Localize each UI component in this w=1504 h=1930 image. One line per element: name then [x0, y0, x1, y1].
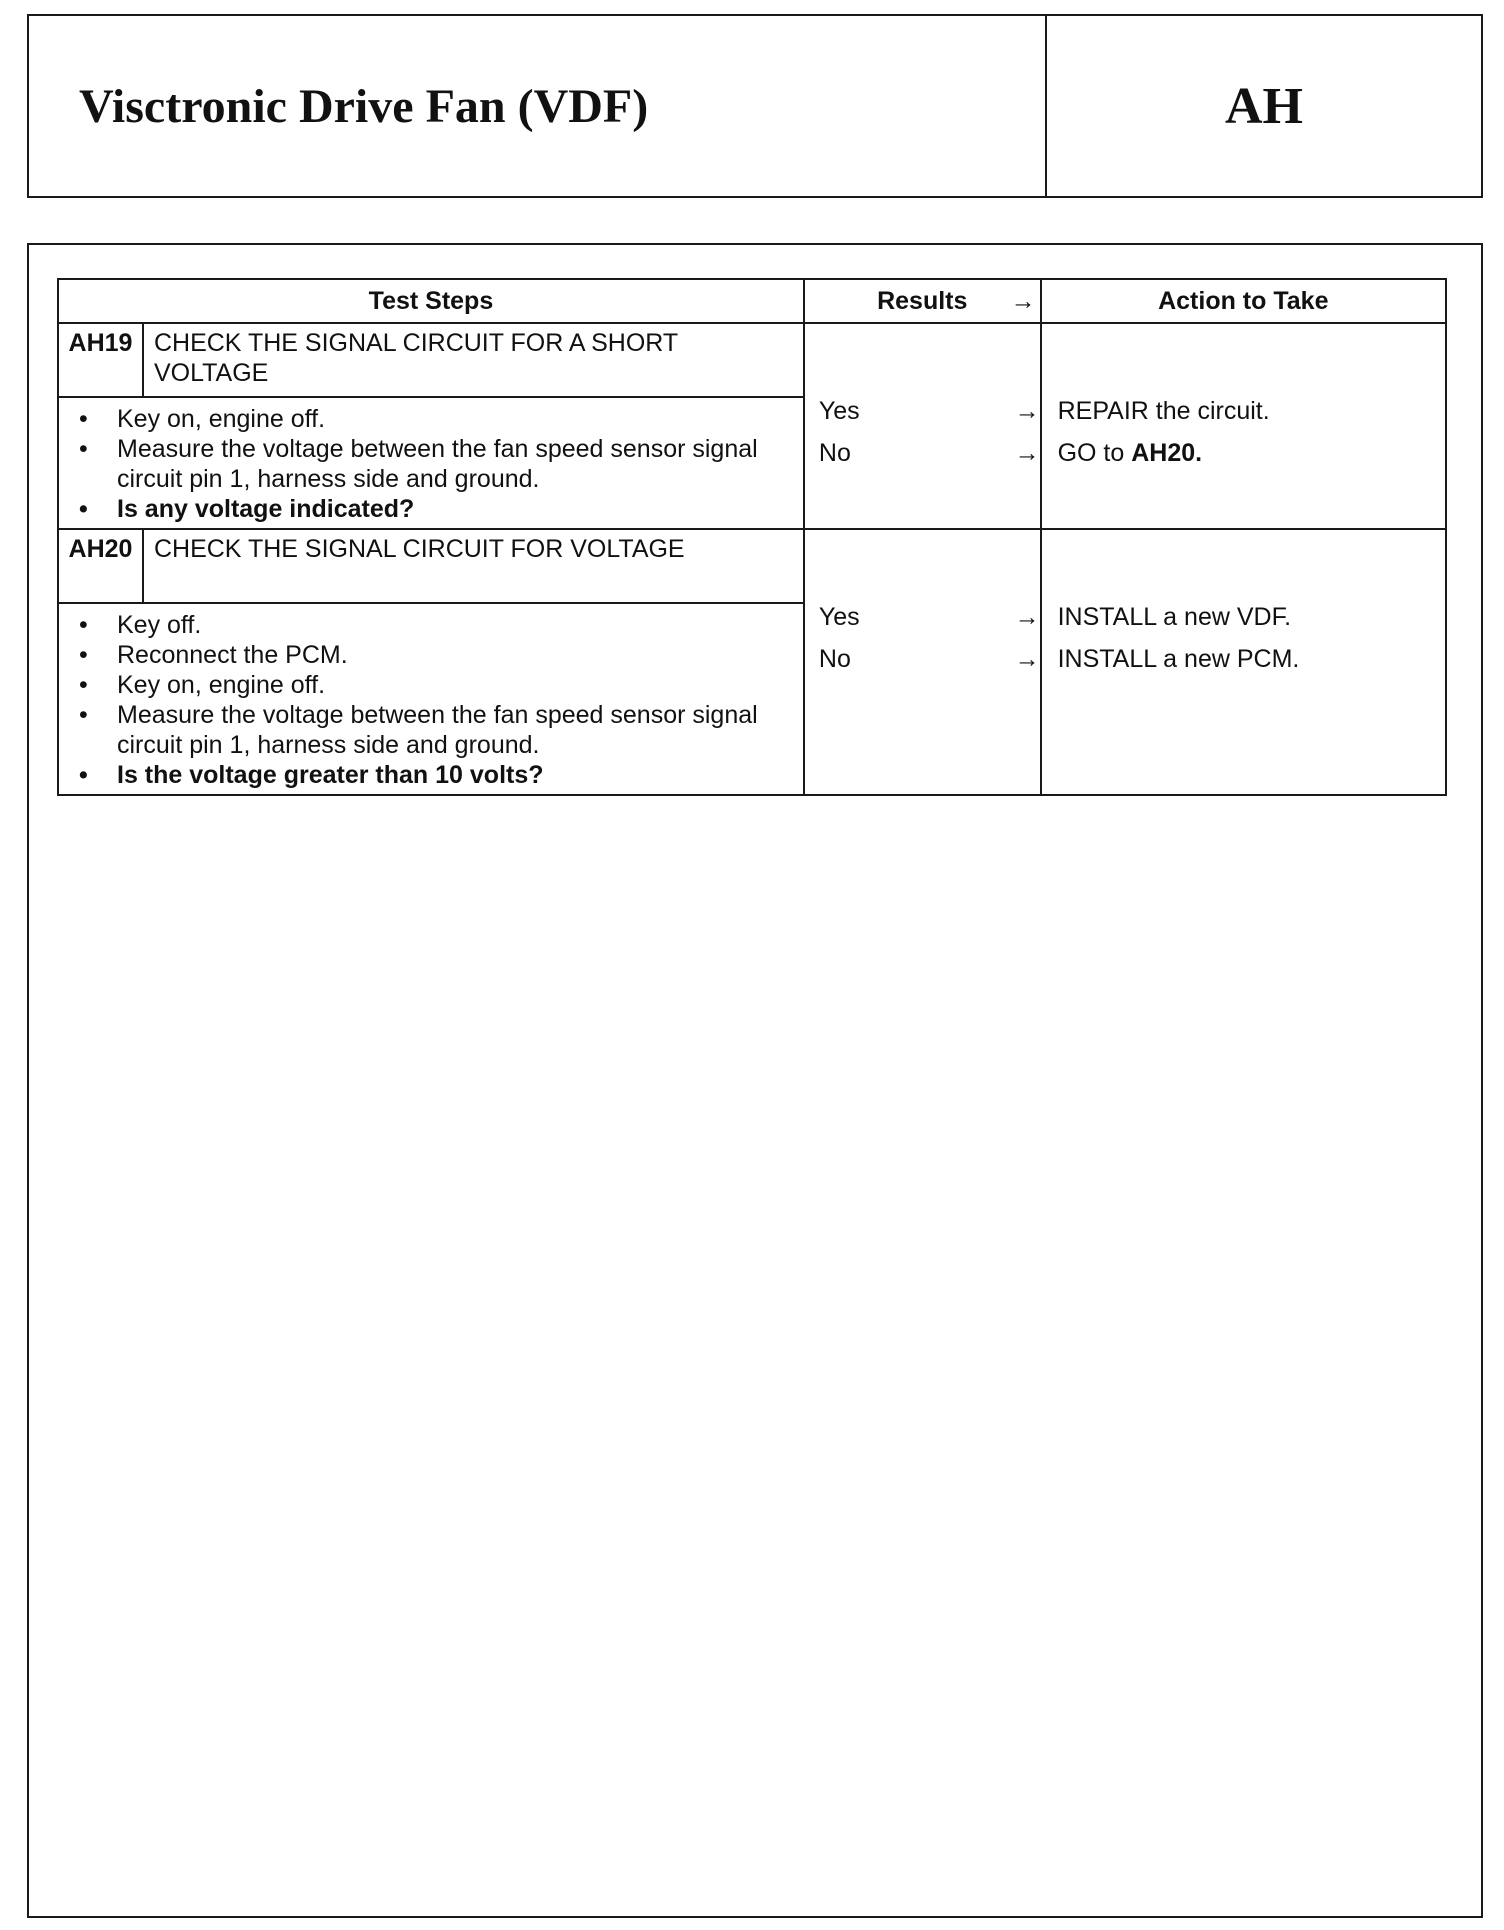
step-id: AH20 [58, 529, 143, 603]
diagnostic-table [57, 278, 1447, 796]
step-title-row [58, 529, 1446, 603]
page-title: Visctronic Drive Fan (VDF) [29, 16, 1047, 196]
bullet-icon: • [79, 405, 88, 433]
action-cell [1041, 529, 1446, 795]
action-text: REPAIR the circuit. [1057, 397, 1270, 425]
step-title: CHECK THE SIGNAL CIRCUIT FOR A SHORT VOLTAGE [143, 323, 804, 397]
bullet-icon: • [79, 701, 88, 729]
action-cell [1041, 323, 1446, 529]
action-step-ref: AH20. [1131, 439, 1203, 467]
step-id: AH19 [58, 323, 143, 397]
results-cell [804, 323, 1041, 529]
action-yes [1042, 596, 1445, 638]
table-header-row [58, 279, 1446, 323]
list-item: • Key on, engine off. [79, 671, 326, 699]
bullet-icon: • [79, 641, 88, 669]
result-label: Yes [818, 603, 860, 631]
result-label: No [818, 645, 851, 673]
bullet-icon: • [79, 495, 88, 523]
bullet-icon: • [79, 671, 88, 699]
bullet-icon: • [79, 761, 88, 789]
result-yes [805, 390, 1040, 432]
list-item: • Key off. [79, 611, 202, 639]
list-item: • Measure the voltage between the fan speed sensor signal circuit pin 1, harness side and ground. [79, 701, 758, 759]
result-no [805, 638, 1040, 680]
action-no [1042, 638, 1445, 680]
list-item-question: • Is the voltage greater than 10 volts? [79, 761, 544, 789]
page-header [27, 14, 1483, 198]
result-yes [805, 596, 1040, 638]
arrow-right-icon: → [1010, 287, 1036, 315]
arrow-right-icon: → [1014, 439, 1040, 467]
header-results [804, 279, 1041, 323]
bullet-icon: • [79, 611, 88, 639]
header-test-steps: Test Steps [58, 279, 804, 323]
header-results-label: Results [877, 287, 968, 315]
arrow-right-icon: → [1014, 397, 1040, 425]
action-text: INSTALL a new PCM. [1057, 645, 1300, 673]
step-title: CHECK THE SIGNAL CIRCUIT FOR VOLTAGE [143, 529, 804, 603]
list-item: • Reconnect the PCM. [79, 641, 348, 669]
step-body [58, 397, 804, 529]
action-yes [1042, 390, 1445, 432]
step-title-row [58, 323, 1446, 397]
bullet-list [69, 610, 793, 790]
result-label: No [818, 439, 851, 467]
result-label: Yes [818, 397, 860, 425]
bullet-icon: • [79, 435, 88, 463]
list-item: • Key on, engine off. [79, 405, 326, 433]
arrow-right-icon: → [1014, 645, 1040, 673]
action-text: GO to [1057, 439, 1125, 467]
bullet-list [69, 404, 793, 524]
result-no [805, 432, 1040, 474]
arrow-right-icon: → [1014, 603, 1040, 631]
list-item-question: • Is any voltage indicated? [79, 495, 415, 523]
header-action: Action to Take [1041, 279, 1446, 323]
step-body [58, 603, 804, 795]
section-code: AH [1225, 77, 1303, 135]
action-text: INSTALL a new VDF. [1057, 603, 1292, 631]
action-no [1042, 432, 1445, 474]
results-cell [804, 529, 1041, 795]
list-item: • Measure the voltage between the fan speed sensor signal circuit pin 1, harness side and ground. [79, 435, 758, 493]
